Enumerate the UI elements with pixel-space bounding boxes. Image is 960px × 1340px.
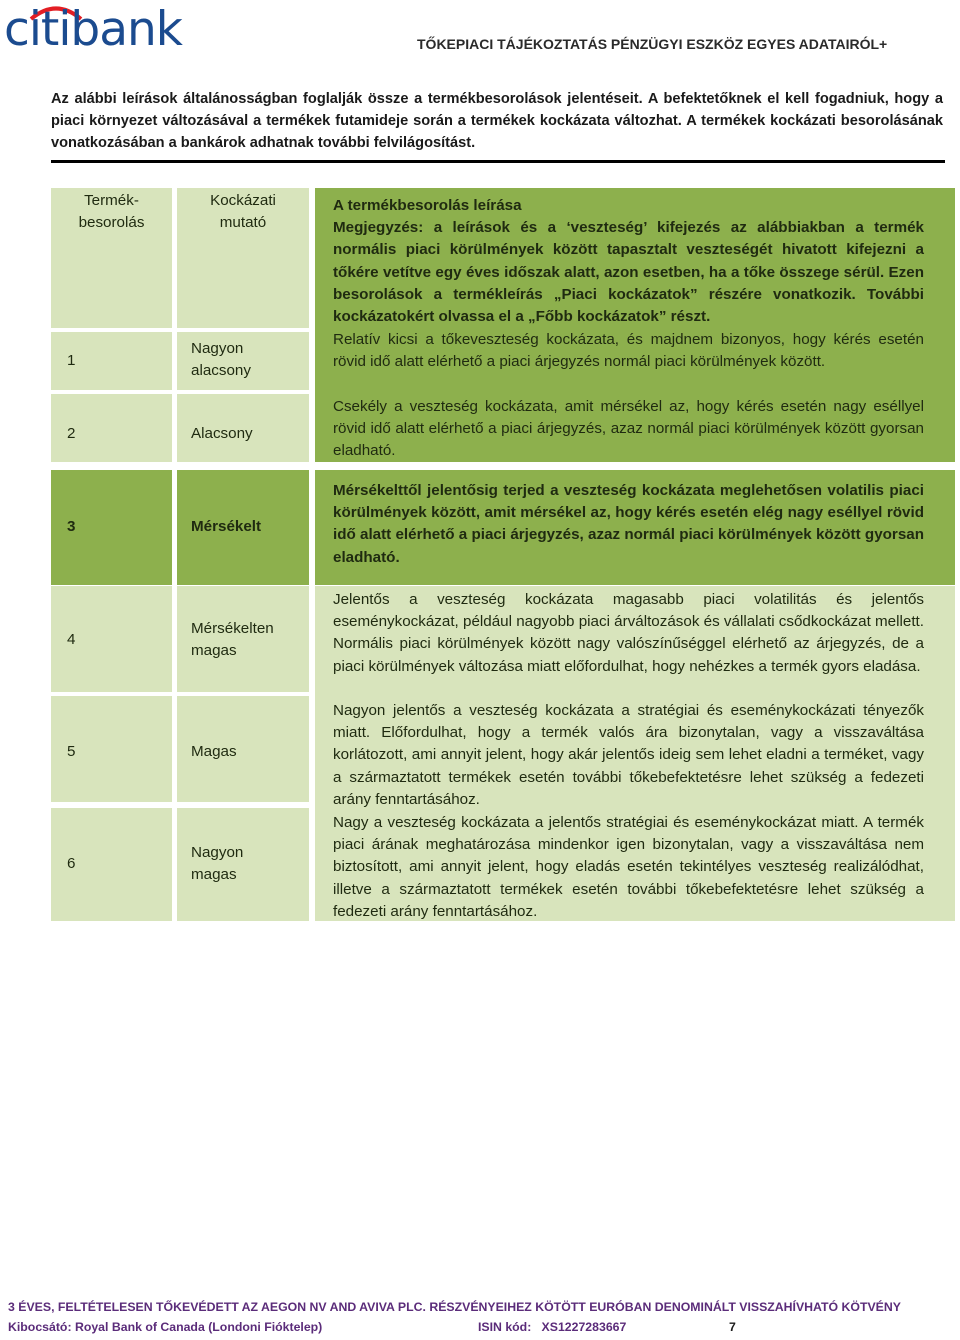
class-cell-3 <box>51 470 172 585</box>
class-cell-5 <box>51 696 172 802</box>
table-block-bottom <box>51 586 955 921</box>
indicator-4-line1: Mérsékelten <box>191 620 274 637</box>
page-number: 7 <box>729 1320 736 1334</box>
indicator-4-line2: magas <box>191 642 237 660</box>
footer-isin: ISIN kód: XS1227283667 <box>478 1320 627 1334</box>
class-cell-6 <box>51 808 172 921</box>
table-row-3 <box>51 470 955 585</box>
table-block-top <box>51 188 955 462</box>
header-description-title: A termékbesorolás leírása <box>333 197 522 214</box>
class-cell-4 <box>51 586 172 692</box>
header-class-line1: Termék- <box>84 192 139 209</box>
indicator-cell-3 <box>177 470 309 585</box>
footer-issuer: Kibocsátó: Royal Bank of Canada (Londoni Fióktelep) <box>8 1320 323 1334</box>
header-indicator-line2: mutató <box>219 214 267 232</box>
indicator-cell-2 <box>177 394 309 462</box>
logo-text: citibank <box>4 2 183 57</box>
indicator-cell-6 <box>177 808 309 921</box>
class-value-1: 1 <box>67 352 76 369</box>
document-title: TŐKEPIACI TÁJÉKOZTATÁS PÉNZÜGYI ESZKÖZ EGYES ADATAIRÓL+ <box>417 36 888 52</box>
class-cell-1 <box>51 332 172 390</box>
class-value-3: 3 <box>67 518 76 535</box>
class-value-6: 6 <box>67 855 76 872</box>
indicator-cell-1 <box>177 332 309 390</box>
header-indicator-line1: Kockázati <box>210 192 276 209</box>
indicator-3: Mérsékelt <box>191 518 262 535</box>
header-cell-class <box>51 188 172 328</box>
indicator-1-line1: Nagyon <box>191 340 244 357</box>
class-value-2: 2 <box>67 425 76 442</box>
indicator-cell-5 <box>177 696 309 802</box>
footer-product-name: 3 ÉVES, FELTÉTELESEN TŐKEVÉDETT AZ AEGON NV AND AVIVA PLC. RÉSZVÉNYEIHEZ KÖTÖTT EURÓBAN DENOMINÁLT VISSZAHÍVHATÓ KÖTVÉNY <box>8 1300 901 1314</box>
class-value-5: 5 <box>67 743 76 760</box>
intro-paragraph: Az alábbi leírások általánosságban foglalják össze a termékbesorolások jelentéseit. A befektetőknek el kell fogadniuk, hogy a piaci környezet változásával a termékek futamideje során a termékek kockázata változhat. A termékek kockázati besorolásának vonatkozásában a bankárok adhatnak további felvilágosítást. <box>51 91 943 151</box>
description-1: Relatív kicsi a tőkeveszteség kockázata, és majdnem bizonyos, hogy kérés esetén rövid idő alatt elérhető a piaci árjegyzés normál piaci körülmények között. <box>333 331 924 371</box>
class-cell-2 <box>51 394 172 462</box>
description-cell-bottom <box>315 586 955 921</box>
description-cell-3 <box>315 470 955 585</box>
header-class-line2: besorolás <box>78 214 145 232</box>
indicator-5: Magas <box>191 743 237 760</box>
indicator-1-line2: alacsony <box>191 362 251 380</box>
intro-divider <box>51 160 945 163</box>
description-5: Nagyon jelentős a veszteség kockázata a stratégiai és eseménykockázati tényezők miatt. Előfordulhat, hogy a termék valós ára bizonytalan, vagy a visszaváltása korlátozott, ami annyit jelent, hogy akár jelentős ideig sem lehet eladni a terméket, vagy a származtatott termékek esetén további tőkebefektetésre lehet szükség a fedezeti arány fenntartásához. <box>333 702 924 808</box>
indicator-6-line1: Nagyon <box>191 844 244 861</box>
class-value-4: 4 <box>67 631 76 648</box>
description-4: Jelentős a veszteség kockázata magasabb piaci volatilitás és jelentős eseménykockázat, például nagyobb piaci árváltozások és vállalati csődkockázat mellett. Normális piaci körülmények között nagy valószínűséggel elérhető az árjegyzés, de a piaci körülmények változása miatt előfordulhat, hogy nehézkes a termék gyors eladása. <box>333 591 924 675</box>
indicator-6-line2: magas <box>191 866 237 884</box>
description-cell-top <box>315 188 955 462</box>
description-6: Nagy a veszteség kockázata a jelentős stratégiai és eseménykockázat miatt. A termék piaci árának meghatározása mindenkor igen bizonytalan, vagy a visszaváltása nem biztosított, ami annyit jelent, hogy eladás esetén tekintélyes veszteség realizálódhat, illetve a származtatott termékek esetén további tőkebefektetésre lehet szükség a fedezeti arány fenntartásához. <box>333 814 924 920</box>
header-cell-indicator <box>177 188 309 328</box>
indicator-2: Alacsony <box>191 425 253 442</box>
indicator-cell-4 <box>177 586 309 692</box>
citibank-logo <box>4 2 214 58</box>
description-3: Mérsékelttől jelentősig terjed a veszteség kockázata meglehetősen volatilis piaci körülmények között, amit mérsékel az, hogy kérés esetén elég nagy eséllyel rövid idő alatt elérhető a piaci árjegyzés, azaz normál piaci körülmények között gyorsan eladható. <box>333 482 924 566</box>
description-2: Csekély a veszteség kockázata, amit mérsékel az, hogy kérés esetén nagy eséllyel rövid idő alatt elérhető a piaci árjegyzés, azaz normál piaci körülmények között gyorsan eladható. <box>333 398 924 460</box>
header-description-note: Megjegyzés: a leírások és a ‘veszteség’ kifejezés az alábbiakban a termék normális piaci körülmények között tapasztalt veszteségét hivatott kifejezni a tőkére vetítve egy éves időszak alatt, azon esetben, ha a tőke összege sérül. Ezen besorolások a termékleírás „Piaci kockázatok” részére vonatkozik. További kockázatokért olvassa el a „Főbb kockázatok” részt. <box>333 219 924 326</box>
